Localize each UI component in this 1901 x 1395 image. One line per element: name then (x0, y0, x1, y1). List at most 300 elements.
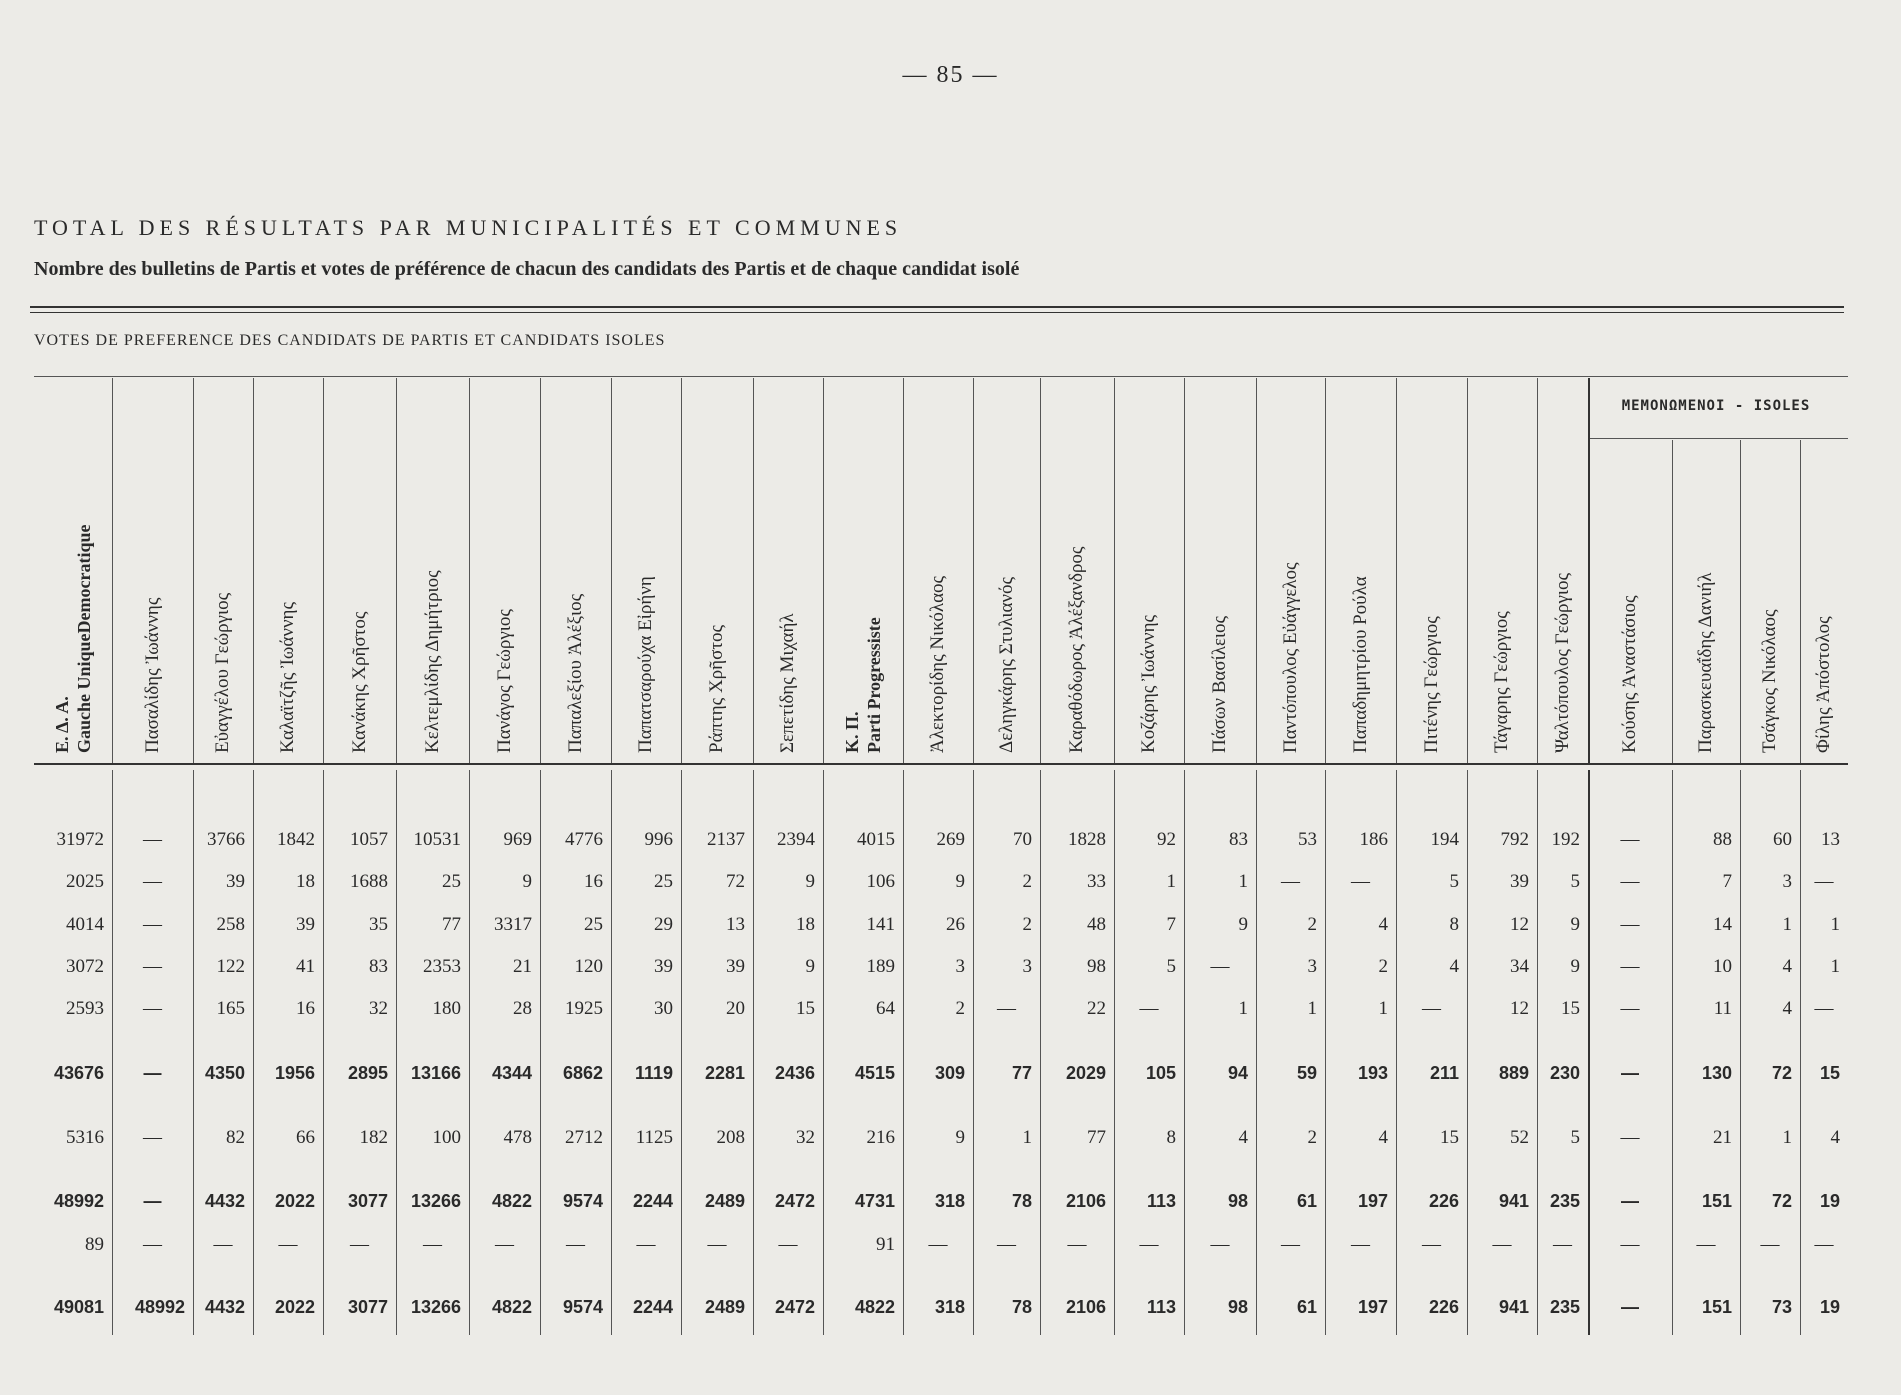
column-header-line: Κ. Π. (842, 711, 862, 753)
table-cell: 141 (866, 914, 895, 935)
column-header-line: Σεπετίδης Μιχαήλ (777, 613, 798, 753)
table-cell: 30 (654, 998, 673, 1019)
table-cell: — (928, 1234, 948, 1255)
table-cell: 7 (1166, 914, 1176, 935)
table-cell: — (495, 1234, 514, 1255)
table-cell: 189 (866, 956, 895, 977)
body-column-divider (753, 770, 754, 1335)
table-cell: 15 (1561, 998, 1580, 1019)
table-cell: 2712 (565, 1127, 603, 1148)
total-cell: 2022 (274, 1297, 315, 1317)
header-column-divider (1672, 440, 1673, 763)
table-cell: 4 (1378, 914, 1388, 935)
table-cell: 1842 (277, 829, 315, 850)
total-cell: 1956 (274, 1063, 315, 1083)
table-cell: 2394 (777, 829, 815, 850)
total-cell: 318 (934, 1297, 965, 1317)
table-cell: 120 (574, 956, 603, 977)
column-header-line: Ψαλτόπουλος Γεώργιος (1551, 572, 1573, 753)
table-cell: 4014 (66, 914, 104, 935)
header-column-divider (823, 378, 824, 763)
table-cell: 39 (226, 871, 245, 892)
table-cell: — (278, 1234, 298, 1255)
total-cell: 4515 (854, 1063, 895, 1083)
table-cell: 26 (946, 914, 965, 935)
table-cell: 15 (796, 998, 815, 1019)
body-column-divider (1256, 770, 1257, 1335)
total-cell: 77 (1011, 1063, 1032, 1083)
table-cell: — (1067, 1234, 1087, 1255)
total-cell: 72 (1771, 1063, 1792, 1083)
table-cell: — (143, 914, 162, 935)
table-cell: 1 (1830, 956, 1840, 977)
table-cell: — (778, 1234, 798, 1255)
table-cell: 77 (442, 914, 461, 935)
table-cell: 39 (296, 914, 315, 935)
table-cell: 192 (1551, 829, 1580, 850)
table-cell: — (707, 1234, 727, 1255)
total-cell: 4822 (491, 1191, 532, 1211)
table-cell: — (350, 1234, 369, 1255)
column-header-line: Parti Progressiste (864, 617, 884, 753)
table-cell: — (1210, 956, 1230, 977)
table-cell: 32 (796, 1127, 815, 1148)
header-top-rule (34, 376, 1848, 377)
header-column-divider (681, 378, 682, 763)
body-column-divider (1325, 770, 1326, 1335)
table-cell: 34 (1510, 956, 1529, 977)
table-cell: 66 (296, 1127, 315, 1148)
column-header-line: Ράπτης Χρῆστος (706, 625, 727, 753)
body-column-divider (1537, 770, 1538, 1335)
total-cell: 13266 (410, 1191, 461, 1211)
table-cell: 4 (1449, 956, 1459, 977)
body-column-divider (323, 770, 324, 1335)
total-cell: 193 (1357, 1063, 1388, 1083)
table-cell: 7 (1722, 871, 1732, 892)
table-cell: 98 (1087, 956, 1106, 977)
total-cell: 2022 (274, 1191, 315, 1211)
header-column-divider (396, 378, 397, 763)
table-cell: — (1620, 1127, 1640, 1148)
column-header-line: Κοζάρης Ἰωάννης (1138, 614, 1159, 753)
total-cell: 2281 (704, 1063, 745, 1083)
total-cell: 78 (1011, 1191, 1032, 1211)
total-cell: 9574 (562, 1191, 603, 1211)
total-cell: 48992 (53, 1191, 104, 1211)
table-cell: 39 (726, 956, 745, 977)
body-column-divider (1800, 770, 1801, 1335)
table-cell: — (143, 1234, 162, 1255)
column-header-line: Παντόπουλος Εὐάγγελος (1279, 562, 1301, 753)
table-cell: 60 (1773, 829, 1792, 850)
table-cell: 3072 (66, 956, 104, 977)
table-cell: 3 (1022, 956, 1032, 977)
table-cell: 2 (1378, 956, 1388, 977)
table-cell: 33 (1087, 871, 1106, 892)
body-column-divider (1040, 770, 1041, 1335)
table-cell: 9 (1570, 956, 1580, 977)
table-cell: 48 (1087, 914, 1106, 935)
table-cell: 83 (1229, 829, 1248, 850)
table-cell: 5 (1166, 956, 1176, 977)
table-cell: 4015 (857, 829, 895, 850)
table-cell: 35 (369, 914, 388, 935)
total-cell: 889 (1498, 1063, 1529, 1083)
table-cell: 3317 (494, 914, 532, 935)
total-cell: 61 (1296, 1297, 1317, 1317)
table-cell: 9 (955, 1127, 965, 1148)
total-cell: 4822 (854, 1297, 895, 1317)
table-cell: 269 (936, 829, 965, 850)
header-column-divider (1396, 378, 1397, 763)
table-cell: 16 (584, 871, 603, 892)
table-cell: 14 (1713, 914, 1732, 935)
table-cell: — (143, 998, 162, 1019)
header-column-divider (753, 378, 754, 763)
total-cell: 4344 (491, 1063, 532, 1083)
total-cell: — (143, 1191, 162, 1211)
body-column-divider (193, 770, 194, 1335)
body-column-divider (973, 770, 974, 1335)
table-cell: — (1760, 1234, 1780, 1255)
table-cell: 12 (1510, 914, 1529, 935)
total-cell: 1119 (634, 1063, 673, 1083)
total-cell: 318 (934, 1191, 965, 1211)
table-cell: 1 (1022, 1127, 1032, 1148)
table-cell: 165 (216, 998, 245, 1019)
table-cell: — (1422, 1234, 1441, 1255)
total-cell: 15 (1819, 1063, 1840, 1083)
total-cell: 4432 (204, 1191, 245, 1211)
table-cell: — (1814, 998, 1834, 1019)
table-cell: 9 (805, 956, 815, 977)
table-cell: 64 (876, 998, 895, 1019)
page-number: — 85 — (902, 62, 999, 88)
table-cell: 9 (1238, 914, 1248, 935)
header-column-divider (112, 378, 113, 763)
column-header-line: Κούσης Ἀναστάσιος (1619, 595, 1640, 753)
table-cell: 9 (955, 871, 965, 892)
column-header-line: Τάγαρης Γεώργιος (1491, 611, 1512, 753)
table-cell: 1688 (350, 871, 388, 892)
table-cell: 3 (1307, 956, 1317, 977)
table-cell: — (423, 1234, 442, 1255)
table-cell: 2593 (66, 998, 104, 1019)
table-cell: 478 (503, 1127, 532, 1148)
table-cell: 1 (1378, 998, 1388, 1019)
table-cell: 4776 (565, 829, 603, 850)
table-cell: 182 (359, 1127, 388, 1148)
total-cell: 151 (1701, 1191, 1732, 1211)
table-cell: 39 (1510, 871, 1529, 892)
column-header-line: Καραθόδωρος Ἀλέξανδρος (1066, 546, 1087, 753)
total-cell: 13266 (410, 1297, 461, 1317)
page-title: TOTAL DES RÉSULTATS PAR MUNICIPALITÉS ET COMMUNES (34, 215, 903, 240)
total-cell: — (143, 1063, 162, 1083)
total-cell: 4432 (204, 1297, 245, 1317)
body-column-divider (903, 770, 904, 1335)
table-cell: 21 (513, 956, 532, 977)
table-cell: 25 (442, 871, 461, 892)
header-column-divider (903, 378, 904, 763)
column-header-line: Πιτένης Γεώργιος (1420, 616, 1442, 753)
table-cell: 12 (1510, 998, 1529, 1019)
table-cell: 52 (1510, 1127, 1529, 1148)
table-cell: 4 (1378, 1127, 1388, 1148)
total-cell: 2106 (1065, 1191, 1106, 1211)
column-header-line: Φίλης Ἀπόστολος (1813, 616, 1834, 753)
body-column-divider (1467, 770, 1468, 1335)
table-cell: — (1422, 998, 1441, 1019)
total-cell: 9574 (562, 1297, 603, 1317)
table-cell: — (143, 829, 162, 850)
table-cell: 2 (955, 998, 965, 1019)
column-header-line: Πανάγος Γεώργιος (493, 609, 515, 753)
total-cell: 211 (1429, 1063, 1459, 1083)
table-cell: 1 (1830, 914, 1840, 935)
column-header-line: Κανάκης Χρῆστος (348, 611, 370, 753)
column-header-line: Εὐαγγέλου Γεώργιος (212, 592, 233, 753)
table-cell: — (997, 998, 1016, 1019)
header-column-divider (540, 378, 541, 763)
total-cell: 941 (1498, 1297, 1529, 1317)
body-column-divider (1396, 770, 1397, 1335)
total-cell: 48992 (134, 1297, 185, 1317)
header-column-divider (193, 378, 194, 763)
total-cell: 197 (1357, 1191, 1388, 1211)
header-column-divider (1040, 378, 1041, 763)
table-cell: 29 (654, 914, 673, 935)
table-cell: 4 (1238, 1127, 1248, 1148)
table-cell: 16 (296, 998, 315, 1019)
table-cell: 31972 (56, 829, 104, 850)
table-cell: 122 (216, 956, 245, 977)
column-header-line: Gauche UniqueDemocratique (74, 524, 94, 753)
table-cell: 180 (432, 998, 461, 1019)
total-cell: 2244 (632, 1297, 673, 1317)
total-cell: 113 (1146, 1297, 1176, 1317)
header-column-divider (1184, 378, 1185, 763)
total-cell: 113 (1146, 1191, 1176, 1211)
table-cell: 41 (296, 956, 315, 977)
table-cell: 996 (644, 829, 673, 850)
total-cell: 2029 (1065, 1063, 1106, 1083)
table-cell: 2137 (707, 829, 745, 850)
table-cell: — (1620, 1234, 1640, 1255)
header-column-divider (1588, 378, 1590, 763)
table-cell: 4 (1830, 1127, 1840, 1148)
header-column-divider (1325, 378, 1326, 763)
table-cell: 2353 (423, 956, 461, 977)
table-cell: 1125 (635, 1127, 673, 1148)
table-cell: 2025 (66, 871, 104, 892)
table-cell: 1828 (1068, 829, 1106, 850)
table-cell: 5 (1570, 1127, 1580, 1148)
table-cell: 72 (726, 871, 745, 892)
table-cell: 258 (216, 914, 245, 935)
table-cell: 9 (805, 871, 815, 892)
table-cell: 25 (584, 914, 603, 935)
total-cell: 235 (1549, 1191, 1580, 1211)
column-header-line: Παπαδημητρίου Ρούλα (1349, 576, 1371, 753)
table-cell: — (1210, 1234, 1230, 1255)
header-column-divider (1256, 378, 1257, 763)
total-cell: 4822 (491, 1297, 532, 1317)
table-cell: — (1696, 1234, 1716, 1255)
table-cell: — (1814, 871, 1834, 892)
header-column-divider (469, 378, 470, 763)
table-cell: 208 (716, 1127, 745, 1148)
table-cell: 82 (226, 1127, 245, 1148)
table-cell: 8 (1166, 1127, 1176, 1148)
table-cell: 10 (1713, 956, 1732, 977)
table-cell: — (1814, 1234, 1834, 1255)
table-cell: 18 (296, 871, 315, 892)
total-cell: 226 (1428, 1297, 1459, 1317)
table-cell: 1925 (565, 998, 603, 1019)
table-cell: — (1620, 871, 1640, 892)
table-cell: 88 (1713, 829, 1732, 850)
column-header-line: Ἀλεκτορίδης Νικόλαος (927, 575, 948, 753)
table-cell: 18 (796, 914, 815, 935)
body-column-divider (1672, 770, 1673, 1335)
table-cell: 1 (1238, 998, 1248, 1019)
header-column-divider (323, 378, 324, 763)
body-column-divider (1740, 770, 1741, 1335)
isoles-group-label: MEMONΩMENOI - ISOLES (1621, 398, 1811, 414)
header-column-divider (1467, 378, 1468, 763)
header-bottom-rule (34, 763, 1848, 765)
column-header-line: Κελτεμλίδης Δημήτριος (421, 570, 443, 753)
table-cell: — (1620, 914, 1640, 935)
column-header-line: Καλαϊτζῆς Ἰωάννης (277, 602, 298, 753)
table-cell: 11 (1713, 998, 1732, 1019)
table-cell: — (1620, 998, 1640, 1019)
total-cell: 2244 (632, 1191, 673, 1211)
table-cell: — (213, 1234, 233, 1255)
table-cell: 2 (1307, 1127, 1317, 1148)
table-cell: — (1139, 1234, 1159, 1255)
total-cell: 2895 (347, 1063, 388, 1083)
isoles-group-rule (1590, 438, 1848, 439)
table-cell: 92 (1157, 829, 1176, 850)
total-cell: 19 (1819, 1191, 1840, 1211)
total-cell: 72 (1771, 1191, 1792, 1211)
table-cell: 194 (1430, 829, 1459, 850)
total-cell: 61 (1296, 1191, 1317, 1211)
table-cell: — (143, 871, 162, 892)
table-cell: 969 (503, 829, 532, 850)
table-cell: 3 (1782, 871, 1792, 892)
total-cell: 941 (1498, 1191, 1529, 1211)
total-cell: 4731 (854, 1191, 895, 1211)
column-header-line: Πασαλίδης Ἰωάννης (141, 597, 163, 753)
header-column-divider (1537, 378, 1538, 763)
column-header-line: Παπατσαρούχα Εἰρήνη (635, 576, 656, 753)
total-cell: 197 (1357, 1297, 1388, 1317)
total-cell: 78 (1011, 1297, 1032, 1317)
body-column-divider (396, 770, 397, 1335)
column-header-line: Πάσων Βασίλειος (1209, 615, 1230, 753)
table-cell: 2 (1022, 914, 1032, 935)
table-cell: 100 (432, 1127, 461, 1148)
table-cell: — (1620, 829, 1640, 850)
total-cell: 2489 (704, 1191, 745, 1211)
table-cell: — (1553, 1234, 1572, 1255)
section-title: VOTES DE PREFERENCE DES CANDIDATS DE PARTIS ET CANDIDATS ISOLES (34, 332, 666, 349)
header-column-divider (1114, 378, 1115, 763)
total-cell: 94 (1227, 1063, 1248, 1083)
table-cell: 4 (1782, 998, 1792, 1019)
table-cell: 89 (85, 1234, 104, 1255)
body-column-divider (1184, 770, 1185, 1335)
table-cell: 70 (1013, 829, 1032, 850)
table-cell: — (566, 1234, 585, 1255)
table-cell: 5316 (66, 1127, 104, 1148)
header-column-divider (1800, 440, 1801, 763)
table-cell: — (1281, 871, 1300, 892)
table-cell: 13 (726, 914, 745, 935)
table-cell: 216 (866, 1127, 895, 1148)
total-cell: 98 (1227, 1297, 1248, 1317)
body-column-divider (611, 770, 612, 1335)
body-column-divider (1114, 770, 1115, 1335)
table-cell: 15 (1440, 1127, 1459, 1148)
header-column-divider (611, 378, 612, 763)
table-cell: 792 (1500, 829, 1529, 850)
table-cell: 77 (1087, 1127, 1106, 1148)
table-cell: 91 (876, 1234, 895, 1255)
header-column-divider (253, 378, 254, 763)
table-cell: 1 (1782, 914, 1792, 935)
total-cell: 3077 (347, 1191, 388, 1211)
table-cell: 10531 (413, 829, 461, 850)
table-cell: — (1281, 1234, 1300, 1255)
body-column-divider (540, 770, 541, 1335)
total-cell: 230 (1549, 1063, 1580, 1083)
column-header-line: Ε. Δ. Α. (52, 696, 72, 753)
table-cell: 5 (1449, 871, 1459, 892)
total-cell: 49081 (53, 1297, 104, 1317)
table-cell: — (143, 1127, 162, 1148)
total-cell: 43676 (53, 1063, 104, 1083)
total-cell: 6862 (562, 1063, 603, 1083)
total-cell: — (1621, 1063, 1639, 1083)
table-cell: 5 (1570, 871, 1580, 892)
table-cell: 3 (955, 956, 965, 977)
total-cell: 2436 (774, 1063, 815, 1083)
total-cell: 19 (1819, 1297, 1840, 1317)
total-cell: 235 (1549, 1297, 1580, 1317)
table-cell: 9 (522, 871, 532, 892)
table-cell: 22 (1087, 998, 1106, 1019)
table-cell: 186 (1359, 829, 1388, 850)
total-cell: 2489 (704, 1297, 745, 1317)
total-cell: 105 (1145, 1063, 1176, 1083)
table-cell: 2 (1307, 914, 1317, 935)
table-cell: 1 (1782, 1127, 1792, 1148)
table-cell: — (1351, 1234, 1370, 1255)
total-cell: 2472 (774, 1297, 815, 1317)
total-cell: — (1621, 1191, 1639, 1211)
total-cell: 13166 (410, 1063, 461, 1083)
table-cell: 106 (866, 871, 895, 892)
total-cell: 2472 (774, 1191, 815, 1211)
body-column-divider (469, 770, 470, 1335)
table-cell: 20 (726, 998, 745, 1019)
table-cell: 13 (1821, 829, 1840, 850)
